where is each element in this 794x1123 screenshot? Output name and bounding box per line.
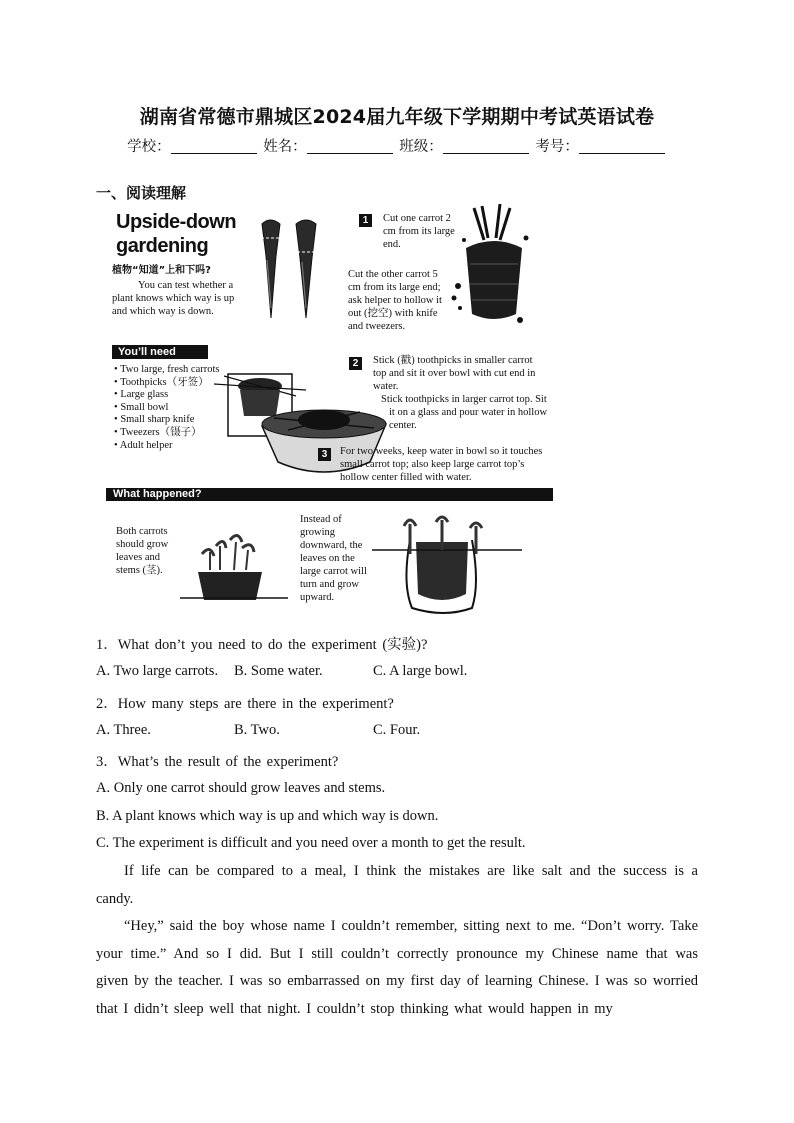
result-1-text: Both carrots should grow leaves and stems (茎). xyxy=(116,526,169,576)
carrots-drawing xyxy=(254,216,326,324)
student-info-line xyxy=(0,135,794,156)
hollow-carrot-drawing xyxy=(450,204,536,326)
figure-title: Upside-down gardening xyxy=(116,211,237,257)
exam-title: 湖南省常德市鼎城区2024届九年级下学期期中考试英语试卷 xyxy=(139,106,655,128)
need-item: • Adult helper xyxy=(114,440,220,453)
name-blank[interactable] xyxy=(307,139,393,154)
small-carrot-result-drawing xyxy=(180,526,290,604)
need-header: You’ll need xyxy=(112,345,208,359)
step-1-text-a: Cut one carrot 2 cm from its large end. xyxy=(383,213,455,250)
need-item: • Large glass xyxy=(114,389,220,402)
question-3-option-a[interactable]: A. Only one carrot should grow leaves and stems. xyxy=(96,780,386,796)
step-1-number: 1 xyxy=(359,214,372,227)
need-item: • Two large, fresh carrots xyxy=(114,364,220,377)
school-blank[interactable] xyxy=(171,139,257,154)
school-label: 学校： xyxy=(127,139,171,155)
step-3-text: For two weeks, keep water in bowl so it touches small carrot top; also keep large carrot top’s hollow center filled with water. xyxy=(340,446,543,483)
question-1-option-c[interactable]: C. A large bowl. xyxy=(373,663,468,679)
class-label: 班级： xyxy=(399,139,443,155)
exam-no-label: 考号： xyxy=(535,139,579,155)
class-blank[interactable] xyxy=(443,139,529,154)
need-item: • Tweezers（镊子） xyxy=(114,427,220,440)
gardening-illustration xyxy=(104,204,550,618)
step-3-number: 3 xyxy=(318,448,331,461)
question-3-stem: 3．What’s the result of the experiment? xyxy=(96,754,339,770)
question-3-option-b[interactable]: B. A plant knows which way is up and which way is down. xyxy=(96,808,439,824)
name-label: 姓名： xyxy=(263,139,307,155)
exam-no-blank[interactable] xyxy=(579,139,665,154)
result-2-text: Instead of growing downward, the leaves on the large carrot will turn and grow upward. xyxy=(300,514,367,603)
figure-subtitle: 植物“知道”上和下吗? xyxy=(112,265,211,276)
question-1-option-b[interactable]: B. Some water. xyxy=(234,663,323,679)
need-item: • Small sharp knife xyxy=(114,414,220,427)
question-2-option-b[interactable]: B. Two. xyxy=(234,722,280,738)
question-2-option-c[interactable]: C. Four. xyxy=(373,722,421,738)
passage-paragraph-2: “Hey,” said the boy whose name I couldn’t remember, sitting next to me. “Don’t worry. Take your time.” And so I did. But I still couldn’t correctly pronounce my Chinese name that was given by the teacher. I was so embarrassed on my first day of learning Chinese. I was so worried that I didn’t sleep well that night. I couldn’t stop thinking what would happen in my xyxy=(96,918,698,1017)
question-2-stem: 2．How many steps are there in the experiment? xyxy=(96,696,394,712)
step-2-text-b: Stick toothpicks in larger carrot top. Sit it on a glass and pour water in hollow center. xyxy=(381,394,548,431)
question-3-option-c[interactable]: C. The experiment is difficult and you need over a month to get the result. xyxy=(96,835,526,851)
figure-intro: You can test whether a plant knows which way is up and which way is down. xyxy=(112,280,235,317)
need-item: • Toothpicks（牙签） xyxy=(114,377,220,390)
question-2-option-a[interactable]: A. Three. xyxy=(96,722,151,738)
large-carrot-result-drawing xyxy=(372,514,522,618)
step-1-text-b: Cut the other carrot 5 cm from its large end; ask helper to hollow it out (挖空) with knife and tweezers. xyxy=(348,269,442,332)
section-heading: 一、阅读理解 xyxy=(96,184,187,202)
step-2-number: 2 xyxy=(349,357,362,370)
what-happened-header: What happened? xyxy=(106,488,553,501)
question-1-option-a[interactable]: A. Two large carrots. xyxy=(96,663,219,679)
passage-paragraph-1: If life can be compared to a meal, I think the mistakes are like salt and the success is a candy. xyxy=(96,863,698,907)
need-item: • Small bowl xyxy=(114,402,220,415)
question-1-stem: 1．What don’t you need to do the experiment (实验)? xyxy=(96,637,428,653)
step-2-text-a: Stick (戳) toothpicks in smaller carrot top and sit it over bowl with cut end in water. xyxy=(373,355,536,392)
